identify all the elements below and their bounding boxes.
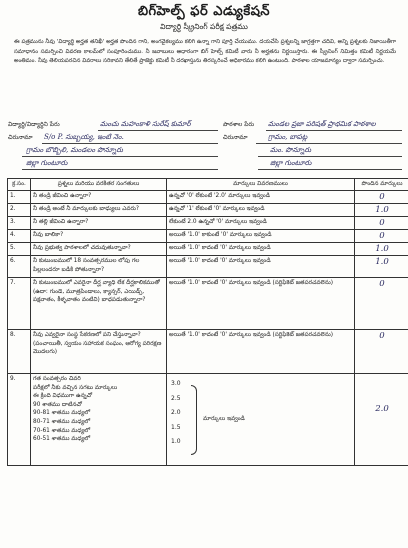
district-right-underline	[258, 169, 402, 170]
scale-value: 1.0	[171, 438, 181, 445]
table-row	[8, 191, 408, 204]
row-question: నీ తండ్రి అంటే నీ మార్కులకు బాధ్యులు ఎవరు?	[31, 204, 167, 217]
row-question: నీవు ప్రభుత్వ పాఠశాలలో చదువుతున్నావా?	[31, 243, 167, 256]
instructions-paragraph: ఈ పత్రమును నీవు 'విద్యార్థి అర్హత తనిఖీ' అర్హత పొందిన గాని, అంగవైకల్యము కలిగి ఉన్నా గాని పూర్తి చేయుము. దయచేసి ప్రశ్నలన్ని జాగ్రత్తగా చదివి, అన్ని ప్రశ్నలకు నిజాయితీగా సమాధానం సమర్పించి వివరణ కాలమ్‌లో సంపూరించుము. నీ జవాబులు ఆధారంగా బిగ్ హెల్ప్ కమిటీ వారు నీ అర్హతను నిర్ణయిస్తారు. ఈ స్క్రీనింగ్ నిమిత్తం కమిటీ నిర్ణయమే అంతిమం. నీవు తెలియపరచిన వివరాలు సరికావని తేలితే ప్రాజెక్టు కమిటీ నీ దరఖాస్తును తిరస్కరించే అధికారము కలిగి ఉంటుంది. పాఠశాల యాజమాన్యం ద్వారా సమర్పించు.	[14, 39, 396, 65]
row-question: నీ తండ్రి జీవించి ఉన్నారా?	[31, 191, 167, 204]
row-serial: 7.	[8, 278, 31, 330]
row-score: 2.0	[375, 404, 389, 414]
row-marks-rule: ఉన్నచో '0' లేకుంటే '2.0' మార్కులు ఇవ్వండి	[167, 191, 355, 204]
band-line: 80-71 శాతము మధ్యలో	[33, 418, 91, 425]
page-title: బిగ్‌హెల్ప్ ఫర్ ఎడ్యుకేషన్	[137, 4, 271, 19]
village-right-value: మం. పొన్నూరు	[270, 146, 312, 154]
table-row	[8, 204, 408, 217]
scale-value: 3.0	[171, 380, 181, 387]
band-line: పరీక్షలో నీకు వచ్చిన సగటు మార్కులు	[33, 384, 118, 391]
row-score: 1.0	[375, 257, 389, 267]
row-marks-scale	[167, 374, 355, 466]
row-serial: 9.	[8, 374, 31, 466]
student-name-label: విద్యార్థి/విద్యార్థిని పేరు	[8, 121, 60, 128]
header-question: ప్రశ్నలు మరియు వరకితర సంగతులు	[31, 179, 167, 191]
row-score: 0	[379, 218, 385, 228]
row-serial: 6.	[8, 256, 31, 278]
row-marks-rule: అయితే '1.0' కాదంటే '0' మార్కులు ఇవ్వండి (సర్టిఫికెట్ జతపరచవలెను)	[167, 278, 355, 330]
meta-row-village	[8, 147, 402, 158]
row-serial: 8.	[8, 330, 31, 374]
scale-note: మార్కులు ఇవ్వండి	[203, 416, 245, 422]
row-score: 0	[379, 192, 385, 202]
row-question: నీవు ఎవ్వరైనా సంస్థ సేకరణలో పని చేస్తున్నావా? (పంచాయితీ, స్వయం సహాయక సంఘం, ఆరోగ్య పరిరక్షణ మొదలగు)	[31, 330, 167, 374]
address2-value: గ్రామం, బాపట్ల	[268, 133, 308, 141]
bracket-shape	[191, 385, 197, 455]
school-name-value: మండల ప్రజా పరిషత్ ప్రాథమిక పాఠశాల	[268, 120, 376, 128]
header-marks-obtained: పొందిన మార్కులు	[355, 179, 408, 191]
row-marks-rule: అయితే '1.0' కాదంటే '0' మార్కులు ఇవ్వండి	[167, 256, 355, 278]
meta-row-address	[8, 134, 402, 145]
district-right-value: జిల్లా గుంటూరు	[270, 159, 312, 167]
header-marks-rule: మార్కులు వివరణములు	[167, 179, 355, 191]
scale-value: 2.0	[171, 409, 181, 416]
row-question: నీ తల్లి జీవించి ఉన్నారా?	[31, 217, 167, 230]
row-score: 1.0	[375, 244, 389, 254]
page-subtitle: విద్యార్ధి స్క్రీనింగ్ పరీక్ష పత్రము	[160, 22, 248, 31]
school-name-label: పాఠశాల పేరు	[223, 121, 255, 128]
student-name-underline	[98, 130, 218, 131]
band-line: 60-51 శాతము మధ్యలో	[33, 436, 91, 443]
row-marks-rule: అయితే '1.0' కాదంటే '0' మార్కులు ఇవ్వండి	[167, 243, 355, 256]
student-name-value: మంచు మహంకాళి సురేష్ కుమార్	[100, 120, 191, 128]
table-row	[8, 217, 408, 230]
address-label: చిరునామా	[8, 134, 33, 141]
address-underline	[42, 143, 218, 144]
row-marks-rule: అయితే '1.0' కాదంటే '0' మార్కులు ఇవ్వండి (సర్టిఫికెట్ జతపరచవలెను)	[167, 330, 355, 374]
row-score: 0	[379, 231, 385, 241]
scoring-table	[7, 178, 408, 466]
address2-label: చిరునామా	[223, 134, 248, 141]
row-serial: 1.	[8, 191, 31, 204]
meta-row-district	[8, 160, 402, 171]
table-row	[8, 230, 408, 243]
scale-value: 1.5	[171, 423, 181, 431]
band-line: 90 శాతము దాటినచో	[33, 401, 82, 408]
district-value: జిల్లా గుంటూరు	[26, 159, 68, 167]
band-line: 90-81 శాతము మధ్యలో	[33, 410, 91, 417]
table-row	[8, 330, 408, 374]
row-score: 0	[379, 331, 385, 341]
row-marks-rule: లేకుంటే 2.0 ఉన్నచో '0' మార్కులు ఇవ్వండి	[167, 217, 355, 230]
row-marks-rule: ఉన్నచో '1' లేకుంటే '0' మార్కులు ఇవ్వండి	[167, 204, 355, 217]
row-serial: 5.	[8, 243, 31, 256]
row-serial: 4.	[8, 230, 31, 243]
row-marks-rule: అయితే '1.0' కాకుంటే '0' మార్కులు ఇవ్వండి	[167, 230, 355, 243]
row-serial: 3.	[8, 217, 31, 230]
marks-scale	[171, 377, 181, 450]
address-value: S/o P. సుబ్బయ్య, ఇంటి నెం.	[44, 133, 124, 141]
header-serial: క్ర.సం.	[8, 179, 31, 191]
village-right-underline	[258, 156, 402, 157]
row-question: నీ కుటుంబములో 18 సంవత్సరముల లోపు గల పిల్లలందరూ బడికి పోతున్నారా?	[31, 256, 167, 278]
row-question: నీ కుటుంబములో ఎవరైనా దీర్ఘ వ్యాధి లేక దీర్ఘకాలికముతో (ఉదా: గుండె, మూత్రపిండాలు, క్యాన్సర్, ఎయిడ్స్, పక్షవాతం, కీళ్ళవాతం వంటివి) బాధపడుతున్నారా?	[31, 278, 167, 330]
village-value: గ్రామం బొబ్బిలి, మండలం పొన్నూరు	[26, 146, 123, 154]
band-line: ఈ క్రింది విధముగా ఉన్నచో	[33, 393, 93, 400]
row-serial: 2.	[8, 204, 31, 217]
table-row	[8, 243, 408, 256]
school-name-underline	[266, 130, 402, 131]
row-question: నీవు బాలికా?	[31, 230, 167, 243]
row-score: 0	[379, 279, 385, 289]
table-row	[8, 278, 408, 330]
table-row	[8, 374, 408, 466]
village-underline	[22, 156, 218, 157]
row-score: 1.0	[375, 205, 389, 215]
band-line: గత సంవత్సరం చివరి	[33, 376, 81, 382]
band-line: 70-61 శాతము మధ్యలో	[33, 427, 91, 434]
row-question-bands	[31, 374, 167, 466]
table-row	[8, 256, 408, 278]
meta-row-names	[8, 121, 402, 132]
district-underline	[22, 169, 218, 170]
scale-value: 2.5	[171, 394, 181, 402]
address2-underline	[256, 143, 402, 144]
table-header-row	[8, 179, 408, 191]
